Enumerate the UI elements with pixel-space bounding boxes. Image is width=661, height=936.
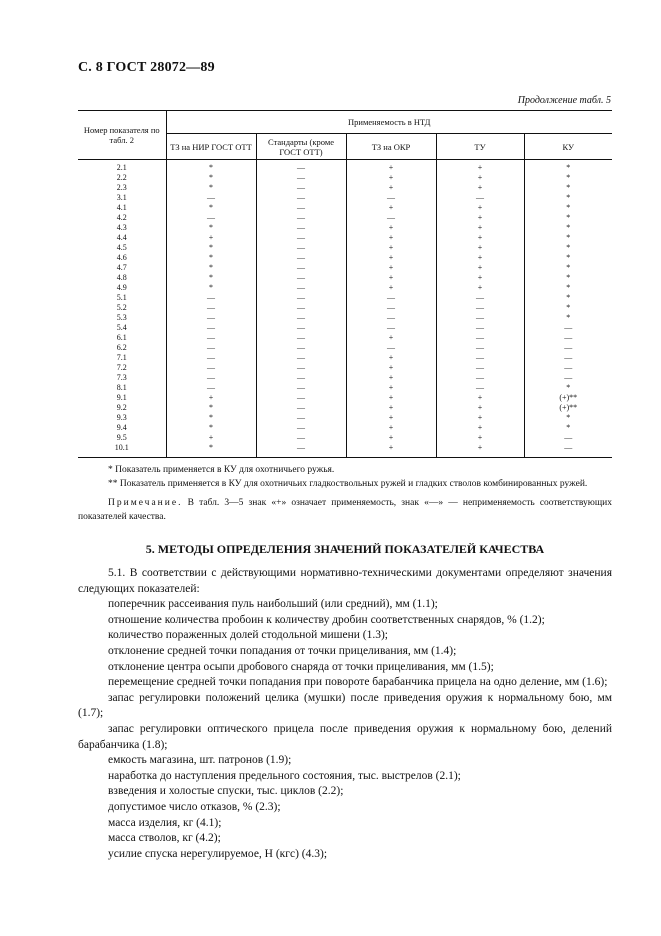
- row-number-cell: 9.4: [116, 423, 127, 432]
- applicability-cell: *: [166, 203, 256, 213]
- applicability-cell: —: [166, 353, 256, 363]
- applicability-cell: —: [166, 373, 256, 383]
- applicability-cell: —: [436, 353, 524, 363]
- applicability-cell: —: [256, 233, 346, 243]
- applicability-cell: —: [346, 213, 436, 223]
- note-label: Примечание.: [108, 498, 183, 508]
- applicability-cell: +: [346, 243, 436, 253]
- note-text: В табл. 3—5 знак «+» означает применяемость, знак «—» — неприменяемость соответствующих показателей качества.: [78, 498, 612, 522]
- applicability-cell: *: [524, 293, 612, 303]
- table-row: [78, 443, 612, 458]
- list-item: масса стволов, кг (4.2);: [108, 832, 221, 845]
- column-header: ТУ: [436, 134, 524, 160]
- applicability-cell: —: [524, 353, 612, 363]
- row-number-cell: 5.1: [116, 293, 127, 302]
- applicability-cell: —: [256, 293, 346, 303]
- applicability-cell: *: [524, 383, 612, 393]
- applicability-cell: —: [256, 363, 346, 373]
- table-row: [78, 160, 612, 174]
- applicability-cell: —: [256, 223, 346, 233]
- applicability-cell: +: [436, 183, 524, 193]
- applicability-cell: —: [166, 193, 256, 203]
- applicability-cell: +: [346, 403, 436, 413]
- applicability-cell: (+)**: [524, 393, 612, 403]
- applicability-cell: +: [346, 363, 436, 373]
- applicability-cell: +: [436, 433, 524, 443]
- table-row: [78, 403, 612, 413]
- applicability-cell: —: [436, 313, 524, 323]
- applicability-cell: —: [166, 293, 256, 303]
- applicability-cell: *: [524, 273, 612, 283]
- applicability-cell: +: [346, 383, 436, 393]
- applicability-cell: —: [166, 333, 256, 343]
- applicability-cell: —: [436, 343, 524, 353]
- list-item: наработка до наступления предельного состояния, тыс. выстрелов (2.1);: [108, 769, 461, 782]
- applicability-cell: +: [436, 173, 524, 183]
- row-number-cell: 2.3: [116, 183, 127, 192]
- applicability-cell: *: [166, 423, 256, 433]
- applicability-cell: —: [256, 173, 346, 183]
- table-row: [78, 293, 612, 303]
- applicability-cell: +: [166, 433, 256, 443]
- applicability-cell: *: [524, 283, 612, 293]
- applicability-cell: *: [166, 263, 256, 273]
- applicability-cell: *: [524, 223, 612, 233]
- row-number-cell: 4.8: [116, 273, 127, 282]
- list-item: отклонение средней точки попадания от точки прицеливания, мм (1.4);: [108, 644, 457, 657]
- row-number-cell: 10.1: [78, 443, 166, 458]
- applicability-cell: —: [436, 193, 524, 203]
- list-item: емкость магазина, шт. патронов (1.9);: [108, 754, 292, 767]
- applicability-cell: —: [256, 283, 346, 293]
- table-row: [78, 433, 612, 443]
- applicability-cell: —: [346, 293, 436, 303]
- applicability-cell: —: [256, 443, 346, 458]
- applicability-cell: +: [346, 433, 436, 443]
- row-number-cell: 8.1: [116, 383, 127, 392]
- list-item: отклонение центра осыпи дробового снаряда от точки прицеливания, мм (1.5);: [108, 660, 494, 673]
- applicability-cell: —: [346, 343, 436, 353]
- applicability-cell: +: [436, 223, 524, 233]
- table-row: [78, 383, 612, 393]
- applicability-cell: —: [166, 383, 256, 393]
- row-number-cell: 9.1: [116, 393, 127, 402]
- column-header: Стандарты (кроме ГОСТ ОТТ): [256, 134, 346, 160]
- applicability-cell: *: [524, 173, 612, 183]
- applicability-cell: +: [346, 333, 436, 343]
- applicability-cell: —: [346, 303, 436, 313]
- page-header: С. 8 ГОСТ 28072—89: [78, 60, 215, 75]
- table-row: [78, 323, 612, 333]
- table-row: [78, 203, 612, 213]
- table-row: [78, 183, 612, 193]
- applicability-cell: +: [346, 253, 436, 263]
- applicability-cell: —: [166, 313, 256, 323]
- applicability-cell: —: [524, 433, 612, 443]
- applicability-cell: —: [436, 293, 524, 303]
- table-row: [78, 273, 612, 283]
- applicability-cell: —: [256, 263, 346, 273]
- applicability-cell: —: [256, 313, 346, 323]
- applicability-cell: —: [346, 323, 436, 333]
- applicability-cell: —: [166, 303, 256, 313]
- applicability-cell: —: [256, 303, 346, 313]
- applicability-cell: +: [346, 233, 436, 243]
- applicability-cell: +: [346, 173, 436, 183]
- applicability-cell: —: [524, 443, 612, 458]
- section-body: [78, 566, 612, 862]
- row-number-cell: 4.3: [116, 223, 127, 232]
- applicability-cell: *: [166, 273, 256, 283]
- applicability-cell: —: [256, 160, 346, 174]
- applicability-cell: —: [256, 433, 346, 443]
- applicability-table: [78, 110, 612, 458]
- row-number-cell: 5.3: [116, 313, 127, 322]
- applicability-cell: —: [256, 413, 346, 423]
- row-number-cell: 2.2: [116, 173, 127, 182]
- applicability-cell: *: [524, 213, 612, 223]
- row-number-cell: 7.1: [116, 353, 127, 362]
- table-row: [78, 413, 612, 423]
- applicability-cell: *: [166, 413, 256, 423]
- applicability-cell: +: [436, 423, 524, 433]
- list-item: количество пораженных долей стодольной мишени (1.3);: [108, 629, 388, 642]
- applicability-cell: +: [346, 353, 436, 363]
- row-number-cell: 6.1: [116, 333, 127, 342]
- list-item: взведения и холостые спуски, тыс. циклов (2.2);: [108, 785, 344, 798]
- applicability-cell: *: [166, 173, 256, 183]
- list-item: усилие спуска нерегулируемое, Н (кгс) (4.3);: [108, 847, 328, 860]
- applicability-cell: +: [436, 283, 524, 293]
- applicability-cell: +: [346, 223, 436, 233]
- row-number-cell: 4.2: [116, 213, 127, 222]
- applicability-cell: +: [436, 393, 524, 403]
- applicability-cell: +: [166, 233, 256, 243]
- applicability-cell: +: [346, 373, 436, 383]
- applicability-cell: —: [256, 203, 346, 213]
- table-row: [78, 193, 612, 203]
- applicability-cell: +: [346, 443, 436, 458]
- table-row: [78, 373, 612, 383]
- applicability-cell: —: [256, 193, 346, 203]
- applicability-cell: +: [166, 393, 256, 403]
- row-number-cell: 4.9: [116, 283, 127, 292]
- applicability-cell: *: [524, 303, 612, 313]
- table-row: [78, 253, 612, 263]
- applicability-cell: —: [256, 253, 346, 263]
- table-row: [78, 303, 612, 313]
- applicability-cell: *: [166, 403, 256, 413]
- row-number-cell: 4.5: [116, 243, 127, 252]
- list-item: поперечник рассеивания пуль наибольший (или средний), мм (1.1);: [108, 598, 438, 611]
- applicability-cell: *: [166, 183, 256, 193]
- row-number-cell: 5.4: [116, 323, 127, 332]
- row-number-cell: 7.3: [116, 373, 127, 382]
- applicability-cell: —: [524, 363, 612, 373]
- applicability-cell: +: [346, 203, 436, 213]
- table-row: [78, 393, 612, 403]
- applicability-cell: —: [524, 343, 612, 353]
- applicability-cell: —: [436, 383, 524, 393]
- column-header: КУ: [524, 134, 612, 160]
- applicability-cell: —: [256, 353, 346, 363]
- table-note: [78, 496, 612, 524]
- indicator-list: [78, 597, 612, 862]
- column-header-number: Номер показателя по табл. 2: [78, 111, 166, 160]
- row-number-cell: 2.1: [116, 163, 127, 172]
- applicability-cell: *: [524, 243, 612, 253]
- applicability-cell: +: [436, 243, 524, 253]
- list-item: запас регулировки оптического прицела после приведения оружия к нормальному бою, делений барабанчика (1.8);: [78, 722, 612, 751]
- applicability-cell: —: [436, 333, 524, 343]
- applicability-cell: —: [166, 213, 256, 223]
- table-row: [78, 313, 612, 323]
- footnote-2: ** Показатель применяется в КУ для охотничьих гладкоствольных ружей и гладких стволов комбинированных ружей.: [108, 479, 588, 489]
- applicability-cell: +: [346, 183, 436, 193]
- list-item: масса изделия, кг (4.1);: [108, 816, 222, 829]
- applicability-cell: —: [256, 243, 346, 253]
- row-number-cell: 6.2: [116, 343, 127, 352]
- applicability-cell: —: [166, 363, 256, 373]
- applicability-cell: —: [256, 393, 346, 403]
- applicability-cell: —: [436, 373, 524, 383]
- applicability-cell: —: [166, 343, 256, 353]
- applicability-cell: —: [256, 323, 346, 333]
- applicability-cell: —: [256, 213, 346, 223]
- applicability-cell: —: [256, 183, 346, 193]
- table-notes: [78, 463, 612, 524]
- applicability-cell: —: [436, 303, 524, 313]
- table-continuation-label: Продолжение табл. 5: [517, 95, 611, 106]
- footnote-1: * Показатель применяется в КУ для охотничьего ружья.: [108, 465, 335, 475]
- applicability-cell: +: [436, 443, 524, 458]
- table-row: [78, 333, 612, 343]
- table-row: [78, 213, 612, 223]
- applicability-cell: *: [524, 423, 612, 433]
- applicability-cell: +: [436, 233, 524, 243]
- applicability-cell: +: [436, 413, 524, 423]
- applicability-cell: —: [346, 313, 436, 323]
- table-row: [78, 423, 612, 433]
- applicability-cell: *: [524, 413, 612, 423]
- applicability-cell: *: [166, 253, 256, 263]
- applicability-cell: +: [436, 203, 524, 213]
- table-row: [78, 353, 612, 363]
- applicability-cell: *: [524, 193, 612, 203]
- applicability-cell: *: [166, 160, 256, 174]
- table-row: [78, 343, 612, 353]
- list-item: отношение количества пробоин к количеству дробин соответственных снарядов, % (1.2);: [108, 613, 545, 626]
- table-row: [78, 223, 612, 233]
- table-row: [78, 363, 612, 373]
- applicability-cell: +: [436, 213, 524, 223]
- column-header: ТЗ на НИР ГОСТ ОТТ: [166, 134, 256, 160]
- applicability-cell: *: [166, 443, 256, 458]
- applicability-cell: *: [524, 313, 612, 323]
- applicability-cell: *: [524, 253, 612, 263]
- applicability-cell: +: [346, 423, 436, 433]
- list-item: допустимое число отказов, % (2.3);: [108, 800, 281, 813]
- applicability-cell: —: [256, 423, 346, 433]
- applicability-cell: *: [524, 233, 612, 243]
- row-number-cell: 4.6: [116, 253, 127, 262]
- applicability-cell: +: [346, 263, 436, 273]
- row-number-cell: 9.5: [116, 433, 127, 442]
- column-group-header: Применяемость в НТД: [166, 111, 612, 134]
- table-row: [78, 173, 612, 183]
- row-number-cell: 3.1: [116, 193, 127, 202]
- row-number-cell: 4.7: [116, 263, 127, 272]
- table-row: [78, 263, 612, 273]
- list-item: перемещение средней точки попадания при повороте барабанчика прицела на одно деление, мм (1.6);: [108, 676, 608, 689]
- column-header: ТЗ на ОКР: [346, 134, 436, 160]
- applicability-cell: +: [346, 413, 436, 423]
- row-number-cell: 9.2: [116, 403, 127, 412]
- applicability-cell: +: [436, 253, 524, 263]
- applicability-cell: +: [346, 393, 436, 403]
- applicability-cell: +: [346, 283, 436, 293]
- applicability-cell: *: [524, 183, 612, 193]
- row-number-cell: 9.3: [116, 413, 127, 422]
- section-intro: 5.1. В соответствии с действующими нормативно-техническими документами определяют значения следующих показателей:: [78, 567, 612, 595]
- table-row: [78, 283, 612, 293]
- row-number-cell: 4.1: [116, 203, 127, 212]
- applicability-cell: —: [256, 403, 346, 413]
- row-number-cell: 4.4: [116, 233, 127, 242]
- applicability-cell: +: [346, 273, 436, 283]
- applicability-cell: +: [436, 160, 524, 174]
- list-item: запас регулировки положений целика (мушки) после приведения оружия к нормальному бою, мм (1.7);: [78, 691, 612, 720]
- row-number-cell: 7.2: [116, 363, 127, 372]
- applicability-cell: —: [524, 333, 612, 343]
- table-row: [78, 233, 612, 243]
- applicability-cell: *: [166, 283, 256, 293]
- applicability-cell: *: [524, 160, 612, 174]
- applicability-cell: *: [166, 223, 256, 233]
- applicability-cell: +: [436, 273, 524, 283]
- table-row: [78, 243, 612, 253]
- applicability-cell: *: [524, 263, 612, 273]
- applicability-cell: —: [166, 323, 256, 333]
- applicability-cell: +: [436, 403, 524, 413]
- applicability-cell: —: [256, 333, 346, 343]
- applicability-cell: —: [256, 383, 346, 393]
- section-title: 5. МЕТОДЫ ОПРЕДЕЛЕНИЯ ЗНАЧЕНИЙ ПОКАЗАТЕЛЕЙ КАЧЕСТВА: [145, 542, 545, 556]
- applicability-cell: (+)**: [524, 403, 612, 413]
- applicability-cell: —: [256, 343, 346, 353]
- applicability-cell: —: [436, 363, 524, 373]
- applicability-cell: —: [524, 323, 612, 333]
- applicability-cell: +: [346, 160, 436, 174]
- row-number-cell: 5.2: [116, 303, 127, 312]
- applicability-cell: —: [436, 323, 524, 333]
- applicability-cell: +: [436, 263, 524, 273]
- applicability-cell: —: [256, 273, 346, 283]
- applicability-cell: —: [524, 373, 612, 383]
- applicability-cell: —: [346, 193, 436, 203]
- applicability-cell: *: [166, 243, 256, 253]
- applicability-cell: *: [524, 203, 612, 213]
- applicability-cell: —: [256, 373, 346, 383]
